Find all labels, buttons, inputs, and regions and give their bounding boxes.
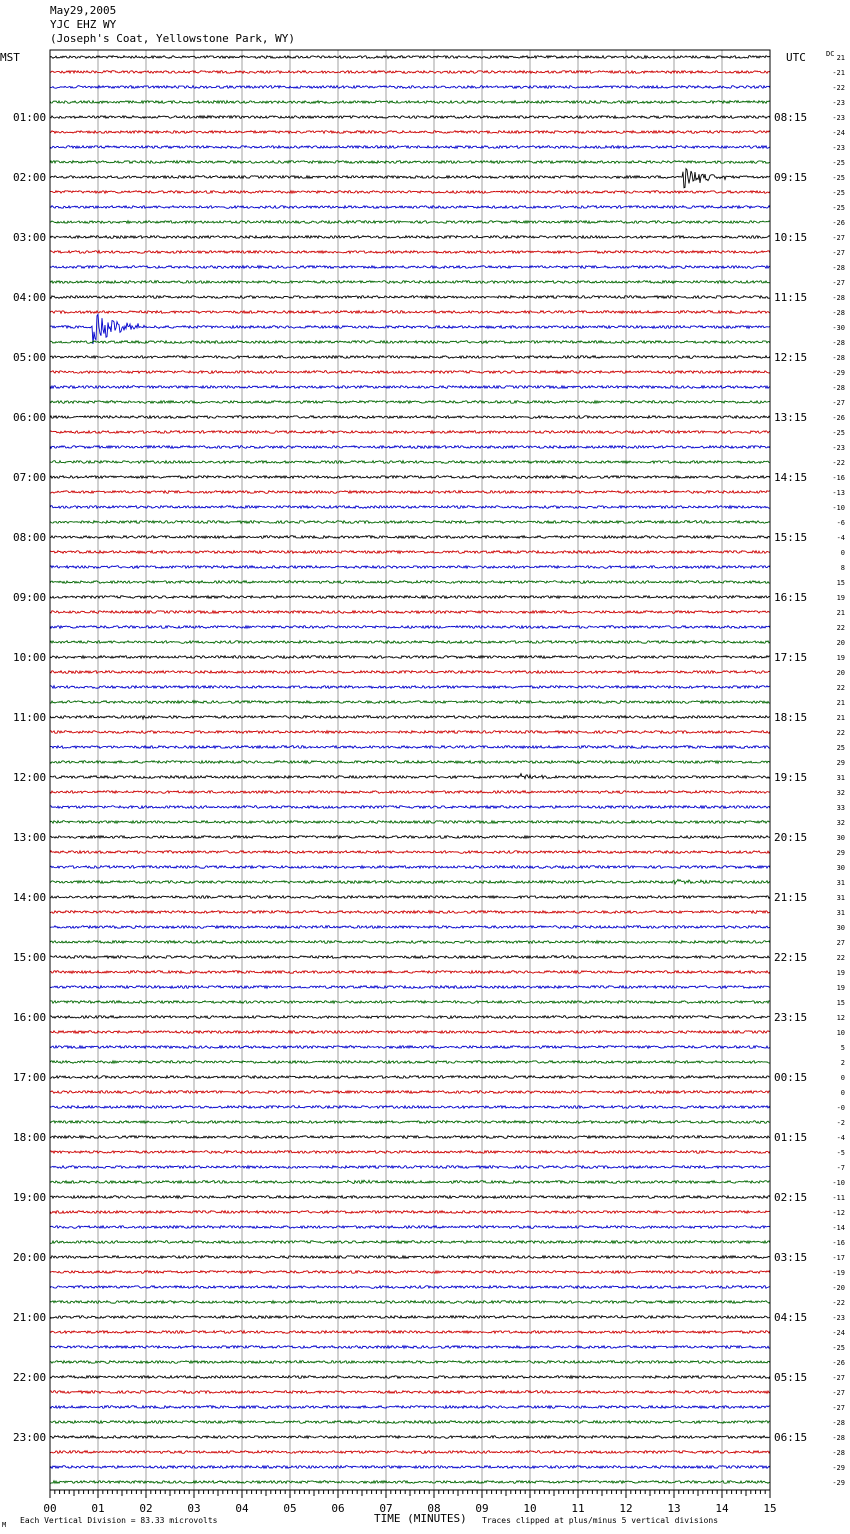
dc-offset-label: 22 xyxy=(836,684,845,692)
dc-offset-label: 12 xyxy=(836,1014,845,1022)
dc-offset-label: -4 xyxy=(836,534,845,542)
trace-42 xyxy=(50,686,770,689)
x-tick-label: 08 xyxy=(427,1502,441,1515)
trace-60 xyxy=(50,956,770,959)
trace-92 xyxy=(50,1436,770,1439)
trace-13 xyxy=(50,251,770,254)
x-tick-label: 04 xyxy=(235,1502,249,1515)
trace-44 xyxy=(50,716,770,719)
dc-offset-label: -0 xyxy=(836,1104,845,1112)
trace-38 xyxy=(50,626,770,629)
dc-offset-label: -27 xyxy=(832,1389,845,1397)
station-code: YJC EHZ WY xyxy=(50,18,117,31)
mst-hour-label: 10:00 xyxy=(13,651,47,664)
trace-84 xyxy=(50,1316,770,1319)
mst-hour-label: 17:00 xyxy=(13,1071,47,1084)
x-tick-label: 13 xyxy=(667,1502,681,1515)
trace-59 xyxy=(50,941,770,944)
x-axis-title: TIME (MINUTES) xyxy=(374,1512,467,1525)
dc-offset-label: -28 xyxy=(832,294,845,302)
dc-offset-label: 22 xyxy=(836,624,845,632)
utc-hour-label: 20:15 xyxy=(774,831,808,844)
trace-48 xyxy=(50,774,770,779)
mst-hour-label: 19:00 xyxy=(13,1191,47,1204)
footer-clip-note: Traces clipped at plus/minus 5 vertical divisions xyxy=(482,1516,719,1525)
utc-hour-label: 21:15 xyxy=(774,891,808,904)
trace-82 xyxy=(50,1286,770,1289)
mst-hour-label: 16:00 xyxy=(13,1011,47,1024)
trace-46 xyxy=(50,746,770,749)
dc-offset-label: -25 xyxy=(832,429,845,437)
dc-offset-label: 30 xyxy=(836,864,845,872)
dc-offset-label: 21 xyxy=(836,699,845,707)
trace-57 xyxy=(50,911,770,914)
trace-5 xyxy=(50,131,770,134)
trace-87 xyxy=(50,1361,770,1364)
dc-offset-label: 31 xyxy=(836,879,845,887)
dc-offset-label: 15 xyxy=(836,999,845,1007)
dc-offset-label: 20 xyxy=(836,669,845,677)
dc-offset-label: -27 xyxy=(832,399,845,407)
dc-offset-label: 22 xyxy=(836,729,845,737)
trace-33 xyxy=(50,551,770,554)
footer-scale-note: Each Vertical Division = 83.33 microvolts xyxy=(20,1516,218,1525)
dc-offset-label: -27 xyxy=(832,249,845,257)
mst-hour-label: 13:00 xyxy=(13,831,47,844)
trace-47 xyxy=(50,761,770,764)
trace-53 xyxy=(50,851,770,854)
dc-offset-label: -29 xyxy=(832,1479,845,1487)
trace-3 xyxy=(50,101,770,104)
trace-24 xyxy=(50,416,770,419)
trace-90 xyxy=(50,1406,770,1409)
trace-25 xyxy=(50,431,770,434)
mst-hour-label: 06:00 xyxy=(13,411,47,424)
dc-offset-label: -28 xyxy=(832,1419,845,1427)
dc-offset-label: -10 xyxy=(832,1179,845,1187)
utc-hour-label: 12:15 xyxy=(774,351,808,364)
trace-89 xyxy=(50,1391,770,1394)
x-tick-label: 11 xyxy=(571,1502,585,1515)
trace-88 xyxy=(50,1376,770,1379)
mst-hour-label: 02:00 xyxy=(13,171,47,184)
utc-hour-labels xyxy=(774,111,807,1444)
dc-offset-label: -19 xyxy=(832,1269,845,1277)
dc-offset-label: -13 xyxy=(832,489,845,497)
x-tick-label: 09 xyxy=(475,1502,489,1515)
trace-14 xyxy=(50,266,770,269)
mst-hour-label: 01:00 xyxy=(13,111,47,124)
dc-offset-label: -21 xyxy=(832,69,845,77)
dc-offset-label: 29 xyxy=(836,849,845,857)
dc-offset-label: 10 xyxy=(836,1029,845,1037)
mst-hour-label: 14:00 xyxy=(13,891,47,904)
dc-offset-label: 5 xyxy=(840,1044,845,1052)
dc-offset-label: -10 xyxy=(832,504,845,512)
trace-39 xyxy=(50,641,770,644)
trace-80 xyxy=(50,1256,770,1259)
trace-72 xyxy=(50,1136,770,1139)
trace-43 xyxy=(50,701,770,704)
mst-hour-label: 03:00 xyxy=(13,231,47,244)
trace-34 xyxy=(50,566,770,569)
dc-label: DC xyxy=(826,50,835,58)
dc-offset-label: 2 xyxy=(840,1059,845,1067)
dc-offset-label: 21 xyxy=(836,714,845,722)
x-tick-label: 03 xyxy=(187,1502,201,1515)
plot-frame xyxy=(50,50,770,1490)
trace-68 xyxy=(50,1076,770,1079)
dc-offset-label: 0 xyxy=(840,1089,845,1097)
dc-offset-label: -23 xyxy=(832,1314,845,1322)
trace-85 xyxy=(50,1331,770,1334)
trace-20 xyxy=(50,356,770,359)
dc-offset-label: 21 xyxy=(836,609,845,617)
dc-offset-label: 21 xyxy=(836,54,845,62)
trace-2 xyxy=(50,86,770,89)
mst-hour-label: 04:00 xyxy=(13,291,47,304)
mst-hour-label: 05:00 xyxy=(13,351,47,364)
trace-16 xyxy=(50,296,770,299)
trace-78 xyxy=(50,1226,770,1229)
trace-94 xyxy=(50,1466,770,1469)
dc-offset-label: -26 xyxy=(832,1359,845,1367)
trace-67 xyxy=(50,1061,770,1064)
trace-7 xyxy=(50,161,770,164)
dc-offset-label: -22 xyxy=(832,84,845,92)
utc-hour-label: 19:15 xyxy=(774,771,808,784)
x-tick-label: 05 xyxy=(283,1502,297,1515)
dc-offset-label: -16 xyxy=(832,474,845,482)
dc-offset-label: -7 xyxy=(836,1164,845,1172)
trace-65 xyxy=(50,1031,770,1034)
utc-hour-label: 17:15 xyxy=(774,651,808,664)
utc-hour-label: 16:15 xyxy=(774,591,808,604)
mst-hour-label: 21:00 xyxy=(13,1311,47,1324)
trace-54 xyxy=(50,866,770,869)
dc-offset-label: -24 xyxy=(832,129,845,137)
mst-hour-label: 18:00 xyxy=(13,1131,47,1144)
mst-hour-label: 22:00 xyxy=(13,1371,47,1384)
mst-hour-label: 15:00 xyxy=(13,951,47,964)
dc-offset-label: 19 xyxy=(836,654,845,662)
mst-hour-label: 11:00 xyxy=(13,711,47,724)
trace-56 xyxy=(50,896,770,899)
trace-79 xyxy=(50,1241,770,1244)
utc-hour-label: 02:15 xyxy=(774,1191,808,1204)
chart-date: May29,2005 xyxy=(50,4,117,17)
trace-61 xyxy=(50,971,770,974)
dc-offset-label: -25 xyxy=(832,189,845,197)
utc-hour-label: 03:15 xyxy=(774,1251,808,1264)
dc-offset-label: -27 xyxy=(832,279,845,287)
dc-offset-label: -22 xyxy=(832,1299,845,1307)
trace-36 xyxy=(50,596,770,599)
trace-95 xyxy=(50,1481,770,1484)
dc-offset-label: -27 xyxy=(832,1374,845,1382)
dc-offset-label: -29 xyxy=(832,369,845,377)
trace-77 xyxy=(50,1211,770,1214)
dc-offset-label: 22 xyxy=(836,954,845,962)
trace-58 xyxy=(50,926,770,929)
dc-offset-label: -23 xyxy=(832,444,845,452)
utc-hour-label: 11:15 xyxy=(774,291,808,304)
trace-9 xyxy=(50,191,770,194)
dc-offset-label: -16 xyxy=(832,1239,845,1247)
dc-offset-label: 0 xyxy=(840,1074,845,1082)
dc-offset-label: -28 xyxy=(832,354,845,362)
trace-86 xyxy=(50,1346,770,1349)
trace-49 xyxy=(50,791,770,794)
x-tick-label: 12 xyxy=(619,1502,633,1515)
trace-15 xyxy=(50,281,770,284)
dc-offset-label: -28 xyxy=(832,384,845,392)
dc-offset-label: -25 xyxy=(832,204,845,212)
trace-19 xyxy=(50,341,770,344)
x-tick-label: 15 xyxy=(763,1502,777,1515)
dc-offset-label: 33 xyxy=(836,804,845,812)
dc-offset-label: -27 xyxy=(832,1404,845,1412)
trace-74 xyxy=(50,1166,770,1169)
dc-offset-label: -23 xyxy=(832,144,845,152)
dc-offset-label: 30 xyxy=(836,924,845,932)
utc-hour-label: 06:15 xyxy=(774,1431,808,1444)
trace-11 xyxy=(50,221,770,224)
utc-hour-label: 04:15 xyxy=(774,1311,808,1324)
dc-offset-label: -28 xyxy=(832,1449,845,1457)
trace-21 xyxy=(50,371,770,374)
dc-offset-label: 19 xyxy=(836,594,845,602)
dc-offset-label: -23 xyxy=(832,114,845,122)
mst-hour-label: 09:00 xyxy=(13,591,47,604)
trace-6 xyxy=(50,146,770,149)
trace-70 xyxy=(50,1106,770,1109)
trace-41 xyxy=(50,671,770,674)
trace-50 xyxy=(50,806,770,809)
dc-offset-label: -25 xyxy=(832,1344,845,1352)
dc-offset-label: 25 xyxy=(836,744,845,752)
dc-offset-label: -11 xyxy=(832,1194,845,1202)
trace-66 xyxy=(50,1046,770,1049)
seismic-traces xyxy=(50,56,770,1484)
trace-37 xyxy=(50,611,770,614)
dc-offset-label: -26 xyxy=(832,414,845,422)
x-tick-label: 01 xyxy=(91,1502,105,1515)
dc-offset-labels xyxy=(832,54,845,1487)
utc-hour-label: 18:15 xyxy=(774,711,808,724)
trace-62 xyxy=(50,986,770,989)
x-tick-label: 07 xyxy=(379,1502,393,1515)
trace-12 xyxy=(50,236,770,239)
utc-hour-label: 09:15 xyxy=(774,171,808,184)
dc-offset-label: -27 xyxy=(832,234,845,242)
trace-75 xyxy=(50,1180,770,1183)
trace-35 xyxy=(50,581,770,584)
trace-63 xyxy=(50,1001,770,1004)
dc-offset-label: -12 xyxy=(832,1209,845,1217)
dc-offset-label: 30 xyxy=(836,834,845,842)
mst-hour-label: 07:00 xyxy=(13,471,47,484)
station-location: (Joseph's Coat, Yellowstone Park, WY) xyxy=(50,32,296,45)
dc-offset-label: 20 xyxy=(836,639,845,647)
trace-23 xyxy=(50,401,770,404)
trace-93 xyxy=(50,1451,770,1454)
dc-offset-label: 29 xyxy=(836,759,845,767)
dc-offset-label: -30 xyxy=(832,324,845,332)
dc-offset-label: 31 xyxy=(836,909,845,917)
dc-offset-label: 19 xyxy=(836,969,845,977)
dc-offset-label: 19 xyxy=(836,984,845,992)
trace-31 xyxy=(50,521,770,524)
trace-76 xyxy=(50,1196,770,1199)
utc-hour-label: 10:15 xyxy=(774,231,808,244)
trace-69 xyxy=(50,1091,770,1094)
mst-hour-labels xyxy=(13,111,46,1444)
mst-hour-label: 23:00 xyxy=(13,1431,47,1444)
dc-offset-label: -28 xyxy=(832,1434,845,1442)
trace-52 xyxy=(50,836,770,839)
dc-offset-label: 31 xyxy=(836,774,845,782)
utc-hour-label: 14:15 xyxy=(774,471,808,484)
trace-28 xyxy=(50,476,770,479)
mst-hour-label: 08:00 xyxy=(13,531,47,544)
trace-0 xyxy=(50,56,770,59)
x-tick-label: 02 xyxy=(139,1502,153,1515)
mst-hour-label: 20:00 xyxy=(13,1251,47,1264)
trace-17 xyxy=(50,311,770,314)
dc-offset-label: -23 xyxy=(832,99,845,107)
trace-26 xyxy=(50,446,770,449)
trace-29 xyxy=(50,491,770,494)
utc-hour-label: 05:15 xyxy=(774,1371,808,1384)
dc-offset-label: -14 xyxy=(832,1224,845,1232)
trace-55 xyxy=(50,879,770,883)
utc-hour-label: 08:15 xyxy=(774,111,808,124)
trace-8 xyxy=(50,169,770,188)
trace-91 xyxy=(50,1421,770,1424)
trace-22 xyxy=(50,386,770,389)
trace-30 xyxy=(50,506,770,509)
trace-81 xyxy=(50,1271,770,1274)
dc-offset-label: 8 xyxy=(840,564,845,572)
dc-offset-label: -22 xyxy=(832,459,845,467)
dc-offset-label: -25 xyxy=(832,174,845,182)
x-tick-label: 10 xyxy=(523,1502,537,1515)
dc-offset-label: 32 xyxy=(836,789,845,797)
trace-10 xyxy=(50,206,770,209)
x-tick-label: 14 xyxy=(715,1502,729,1515)
dc-offset-label: -28 xyxy=(832,309,845,317)
x-tick-label: 06 xyxy=(331,1502,345,1515)
dc-offset-label: 15 xyxy=(836,579,845,587)
dc-offset-label: -6 xyxy=(836,519,845,527)
utc-hour-label: 00:15 xyxy=(774,1071,808,1084)
utc-hour-label: 15:15 xyxy=(774,531,808,544)
dc-offset-label: -28 xyxy=(832,339,845,347)
dc-offset-label: -29 xyxy=(832,1464,845,1472)
utc-hour-label: 01:15 xyxy=(774,1131,808,1144)
utc-hour-label: 23:15 xyxy=(774,1011,808,1024)
trace-27 xyxy=(50,461,770,464)
dc-offset-label: -25 xyxy=(832,159,845,167)
utc-hour-label: 22:15 xyxy=(774,951,808,964)
dc-offset-label: -4 xyxy=(836,1134,845,1142)
left-axis-label: MST xyxy=(0,51,20,64)
trace-83 xyxy=(50,1301,770,1304)
dc-offset-label: 31 xyxy=(836,894,845,902)
dc-offset-label: 32 xyxy=(836,819,845,827)
trace-18 xyxy=(50,314,770,344)
minute-grid xyxy=(98,50,722,1490)
trace-73 xyxy=(50,1151,770,1154)
dc-offset-label: -20 xyxy=(832,1284,845,1292)
utc-hour-label: 13:15 xyxy=(774,411,808,424)
dc-offset-label: 0 xyxy=(840,549,845,557)
mst-hour-label: 12:00 xyxy=(13,771,47,784)
trace-71 xyxy=(50,1121,770,1124)
dc-offset-label: -24 xyxy=(832,1329,845,1337)
trace-45 xyxy=(50,731,770,734)
dc-offset-label: -28 xyxy=(832,264,845,272)
x-tick-label: 00 xyxy=(43,1502,57,1515)
dc-offset-label: -2 xyxy=(836,1119,845,1127)
trace-4 xyxy=(50,116,770,119)
dc-offset-label: -26 xyxy=(832,219,845,227)
trace-51 xyxy=(50,821,770,824)
dc-offset-label: 27 xyxy=(836,939,845,947)
trace-40 xyxy=(50,656,770,659)
right-axis-label: UTC xyxy=(786,51,806,64)
corner-mark: M xyxy=(2,1521,7,1529)
trace-32 xyxy=(50,536,770,539)
dc-offset-label: -5 xyxy=(836,1149,845,1157)
trace-1 xyxy=(50,71,770,74)
dc-offset-label: -17 xyxy=(832,1254,845,1262)
trace-64 xyxy=(50,1016,770,1019)
